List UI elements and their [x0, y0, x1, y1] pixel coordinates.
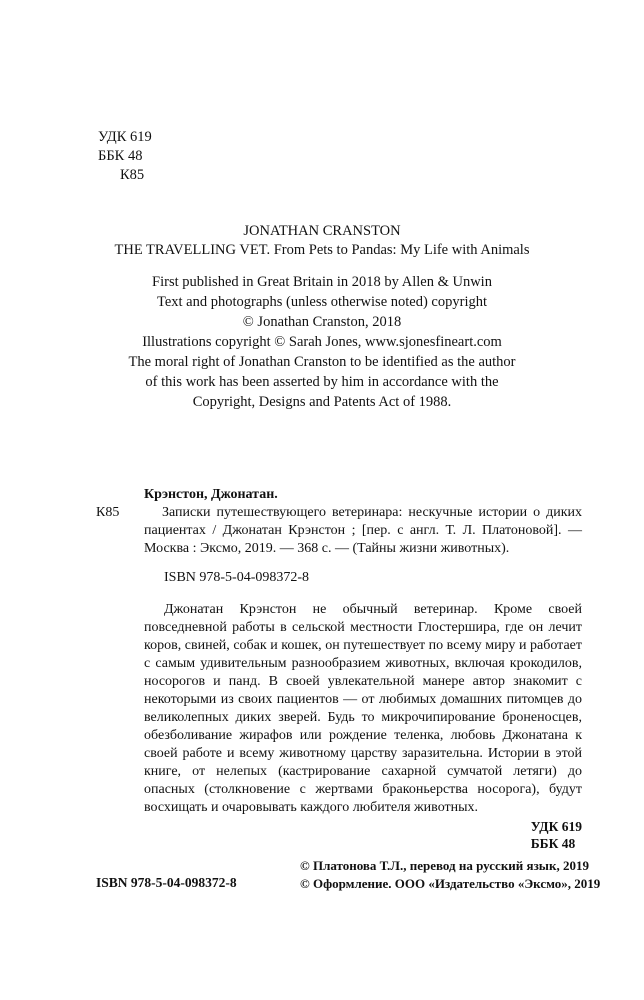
original-author: JONATHAN CRANSTON [243, 223, 401, 239]
classification-codes [98, 128, 152, 185]
rights-line: Copyright, Designs and Patents Act of 1988. [192, 394, 452, 410]
catalog-udk: УДК 619 [530, 819, 582, 834]
catalog-author: Крэнстон, Джонатан. [144, 487, 278, 502]
author-mark: К85 [120, 167, 145, 183]
catalog-record [96, 486, 582, 817]
rights-line: First published in Great Britain in 2018 by Allen & Unwin [152, 274, 492, 290]
original-title: THE TRAVELLING VET. From Pets to Pandas: My Life with Animals [114, 242, 530, 258]
rights-line: © Jonathan Cranston, 2018 [242, 314, 402, 330]
rights-line: The moral right of Jonathan Cranston to be identified as the author [128, 354, 516, 370]
catalog-bbk: ББК 48 [530, 836, 576, 851]
copyright-design: © Оформление. ООО «Издательство «Эксмо», 2019 [300, 876, 601, 891]
footer-copyrights [300, 857, 600, 893]
catalog-class-mark: К85 [96, 505, 120, 520]
rights-notice [0, 272, 644, 412]
original-edition [0, 222, 644, 260]
rights-line: Illustrations copyright © Sarah Jones, www.sjonesfineart.com [142, 334, 502, 350]
rights-line: of this work has been asserted by him in accordance with the [145, 374, 499, 390]
catalog-description: Записки путешествующего ветеринара: нескучные истории о диких пациентах / Джонатан Крэнстон ; [пер. с англ. Т. Л. Платоновой]. — Москва : Эксмо, 2019. — 368 с. — (Тайны жизни животных). [144, 505, 582, 556]
catalog-isbn: ISBN 978-5-04-098372-8 [164, 570, 310, 585]
catalog-annotation: Джонатан Крэнстон не обычный ветеринар. Кроме своей повседневной работы в сельской местности Глостершира, где он лечит коров, свиней, собак и кошек, он путешествует по всему миру и работает с самым удивительным разнообразием животных, включая крокодилов, носорогов и панд. В своей увлекательной манере автор знакомит с некоторыми из своих пациентов — от любимых домашних питомцев до великолепных диких зверей. Будь то микрочипирование броненосцев, обезболивание жирафов или рождение теленка, любовь Джонатана к своей работе и всему животному царству заразительна. Истории в этой книге, от нелепых (кастрирование сахарной сумчатой летяги) до опасных (столкновение с жертвами браконьерства носорога), будут восхищать и очаровывать каждого любителя животных. [144, 602, 582, 815]
udk-code: УДК 619 [98, 129, 152, 145]
catalog-codes-right [531, 818, 582, 852]
footer-isbn: ISBN 978-5-04-098372-8 [96, 875, 237, 890]
copyright-translation: © Платонова Т.Л., перевод на русский язык, 2019 [300, 858, 589, 873]
bbk-code: ББК 48 [98, 148, 143, 164]
rights-line: Text and photographs (unless otherwise noted) copyright [157, 294, 487, 310]
catalog-entry [96, 504, 582, 558]
